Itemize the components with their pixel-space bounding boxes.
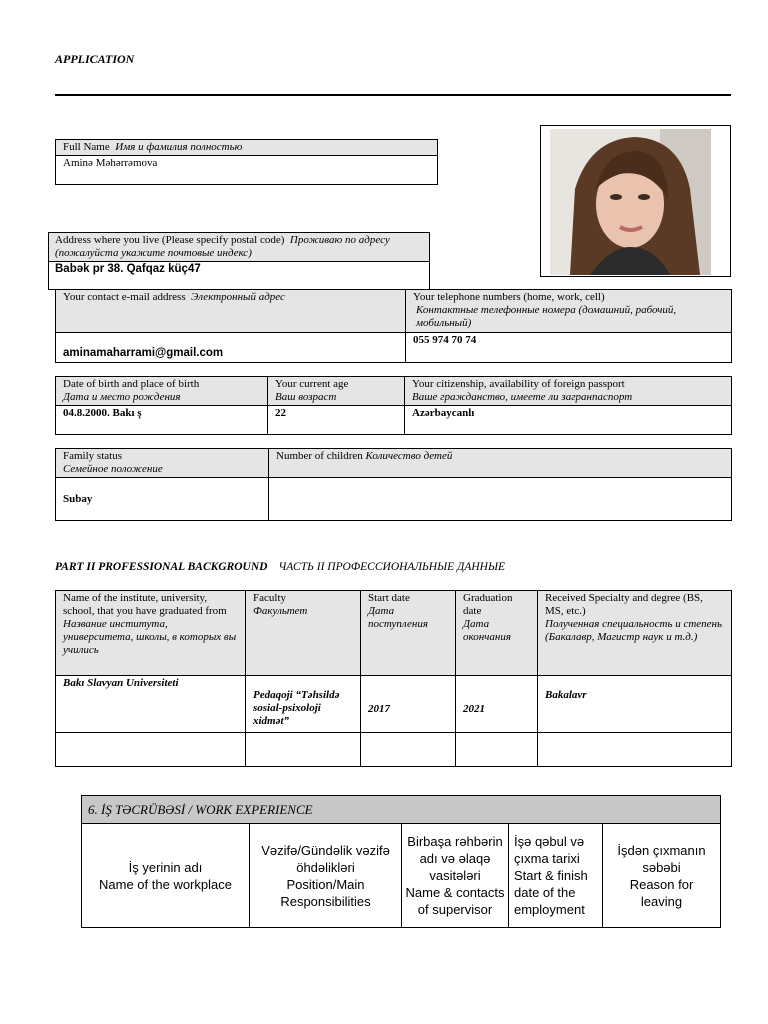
part2-title: PART II PROFESSIONAL BACKGROUND	[55, 561, 268, 573]
citizenship-field[interactable]: Azərbaycanlı	[405, 406, 732, 435]
age-label-ru: Ваш возраст	[275, 391, 337, 403]
edu-header-graduation-en: Graduation date	[463, 592, 513, 617]
family-status-label-ru: Семейное положение	[63, 463, 163, 475]
dob-label	[56, 377, 268, 406]
table-row	[56, 733, 732, 767]
application-heading: APPLICATION	[55, 52, 135, 66]
edu-header-institution-en: Name of the institute, university, school, that you have graduated from	[63, 592, 227, 617]
work-col-workplace-en: Name of the workplace	[99, 876, 232, 892]
work-col-workplace-az: İş yerinin adı	[128, 859, 203, 875]
work-experience-title-text: 6. İŞ TƏCRÜBƏSİ / WORK EXPERIENCE	[88, 802, 313, 817]
work-col-position-az: Vəzifə/Gündəlik vəzifə öhdəlikləri	[261, 842, 390, 875]
phone-field[interactable]: 055 974 70 74	[406, 333, 732, 363]
edu-header-degree-ru: Полученная специальность и степень (Бакалавр, Магистр наук и т.д.)	[545, 618, 723, 643]
full-name-label-en: Full Name	[63, 141, 110, 153]
header-divider	[55, 94, 731, 96]
full-name-table	[55, 139, 438, 185]
work-col-supervisor-az: Birbaşa rəhbərin adı və əlaqə vasitələri	[407, 834, 503, 883]
children-label-en: Number of children	[276, 450, 363, 462]
edu-empty-cell[interactable]	[56, 733, 246, 767]
edu-start-cell[interactable]: 2017	[361, 676, 456, 733]
edu-header-faculty	[246, 591, 361, 676]
phone-label-ru: Контактные телефонные номера (домашний, рабочий, мобильный)	[416, 304, 677, 329]
dob-label-en: Date of birth and place of birth	[63, 378, 200, 390]
edu-graduation-cell[interactable]: 2021	[456, 676, 538, 733]
full-name-label	[56, 140, 438, 156]
education-table	[55, 590, 732, 767]
edu-header-institution-ru: Название института, университета, школы, в которых вы учились	[63, 618, 237, 656]
edu-empty-cell[interactable]	[361, 733, 456, 767]
address-label-ru: Проживаю по адресу (пожалуйста укажите почтовые индекс)	[55, 234, 390, 259]
address-table	[48, 232, 430, 290]
address-label-en: Address where you live (Please specify postal code)	[55, 234, 285, 246]
email-label-ru: Электронный адрес	[191, 291, 285, 303]
contact-table	[55, 289, 732, 363]
address-label	[49, 233, 430, 262]
edu-empty-cell[interactable]	[538, 733, 732, 767]
edu-institution-cell[interactable]: Bakı Slavyan Universiteti	[56, 676, 246, 733]
applicant-photo	[550, 129, 711, 275]
children-label-ru: Количество детей	[365, 450, 453, 462]
edu-header-graduation-ru: Дата окончания	[463, 618, 512, 643]
edu-header-graduation	[456, 591, 538, 676]
work-col-workplace	[82, 824, 250, 928]
edu-header-start-en: Start date	[368, 592, 410, 604]
birth-table	[55, 376, 732, 435]
work-col-reason-az: İşdən çıxmanın səbəbi	[617, 842, 706, 875]
children-label	[269, 449, 732, 478]
age-label-en: Your current age	[275, 378, 349, 390]
edu-header-start	[361, 591, 456, 676]
family-status-field[interactable]: Subay	[56, 478, 269, 521]
full-name-field[interactable]: Aminə Məhərrəmova	[56, 156, 438, 185]
edu-empty-cell[interactable]	[246, 733, 361, 767]
work-col-position-en: Position/Main Responsibilities	[280, 876, 371, 909]
phone-label	[406, 290, 732, 333]
table-row	[56, 676, 732, 733]
age-field[interactable]: 22	[268, 406, 405, 435]
edu-faculty-cell[interactable]: Pedaqoji “Təhsildə sosial-psixoloji xidmət”	[246, 676, 361, 733]
work-experience-table	[81, 795, 721, 928]
email-label-en: Your contact e-mail address	[63, 291, 186, 303]
edu-header-institution	[56, 591, 246, 676]
citizenship-label-ru: Ваше гражданство, имеете ли загранпаспорт	[412, 391, 633, 403]
edu-header-start-ru: Дата поступления	[368, 605, 428, 630]
citizenship-label-en: Your citizenship, availability of foreign passport	[412, 378, 625, 390]
work-col-dates	[509, 824, 603, 928]
children-field[interactable]	[269, 478, 732, 521]
work-col-reason	[603, 824, 721, 928]
edu-empty-cell[interactable]	[456, 733, 538, 767]
dob-label-ru: Дата и место рождения	[63, 391, 181, 403]
email-label	[56, 290, 406, 333]
part2-heading	[55, 561, 505, 573]
citizenship-label	[405, 377, 732, 406]
work-col-supervisor-en: Name & contacts of supervisor	[405, 885, 505, 917]
part2-subtitle: ЧАСТЬ II ПРОФЕССИОНАЛЬНЫЕ ДАННЫЕ	[278, 561, 506, 573]
edu-header-faculty-en: Faculty	[253, 592, 286, 604]
family-status-label	[56, 449, 269, 478]
dob-field[interactable]: 04.8.2000. Bakı ş	[56, 406, 268, 435]
edu-header-faculty-ru: Факультет	[253, 605, 308, 617]
age-label	[268, 377, 405, 406]
work-col-supervisor	[402, 824, 509, 928]
edu-header-degree	[538, 591, 732, 676]
email-field[interactable]: aminamaharrami@gmail.com	[56, 333, 406, 363]
work-col-position	[250, 824, 402, 928]
work-col-dates-en: Start & finish date of the employment	[514, 868, 588, 917]
full-name-label-ru: Имя и фамилия полностью	[115, 141, 243, 153]
work-col-reason-en: Reason for leaving	[629, 876, 694, 909]
phone-label-en: Your telephone numbers (home, work, cell)	[413, 291, 605, 303]
address-field[interactable]: Babək pr 38. Qafqaz küç47	[49, 262, 430, 290]
work-experience-title	[82, 796, 721, 824]
edu-header-degree-en: Received Specialty and degree (BS, MS, etc.)	[545, 592, 703, 617]
family-status-label-en: Family status	[63, 450, 122, 462]
work-col-dates-az: İşə qəbul və çıxma tarixi	[514, 834, 585, 866]
photo-frame	[540, 125, 731, 277]
edu-degree-cell[interactable]: Bakalavr	[538, 676, 732, 733]
family-table	[55, 448, 732, 521]
